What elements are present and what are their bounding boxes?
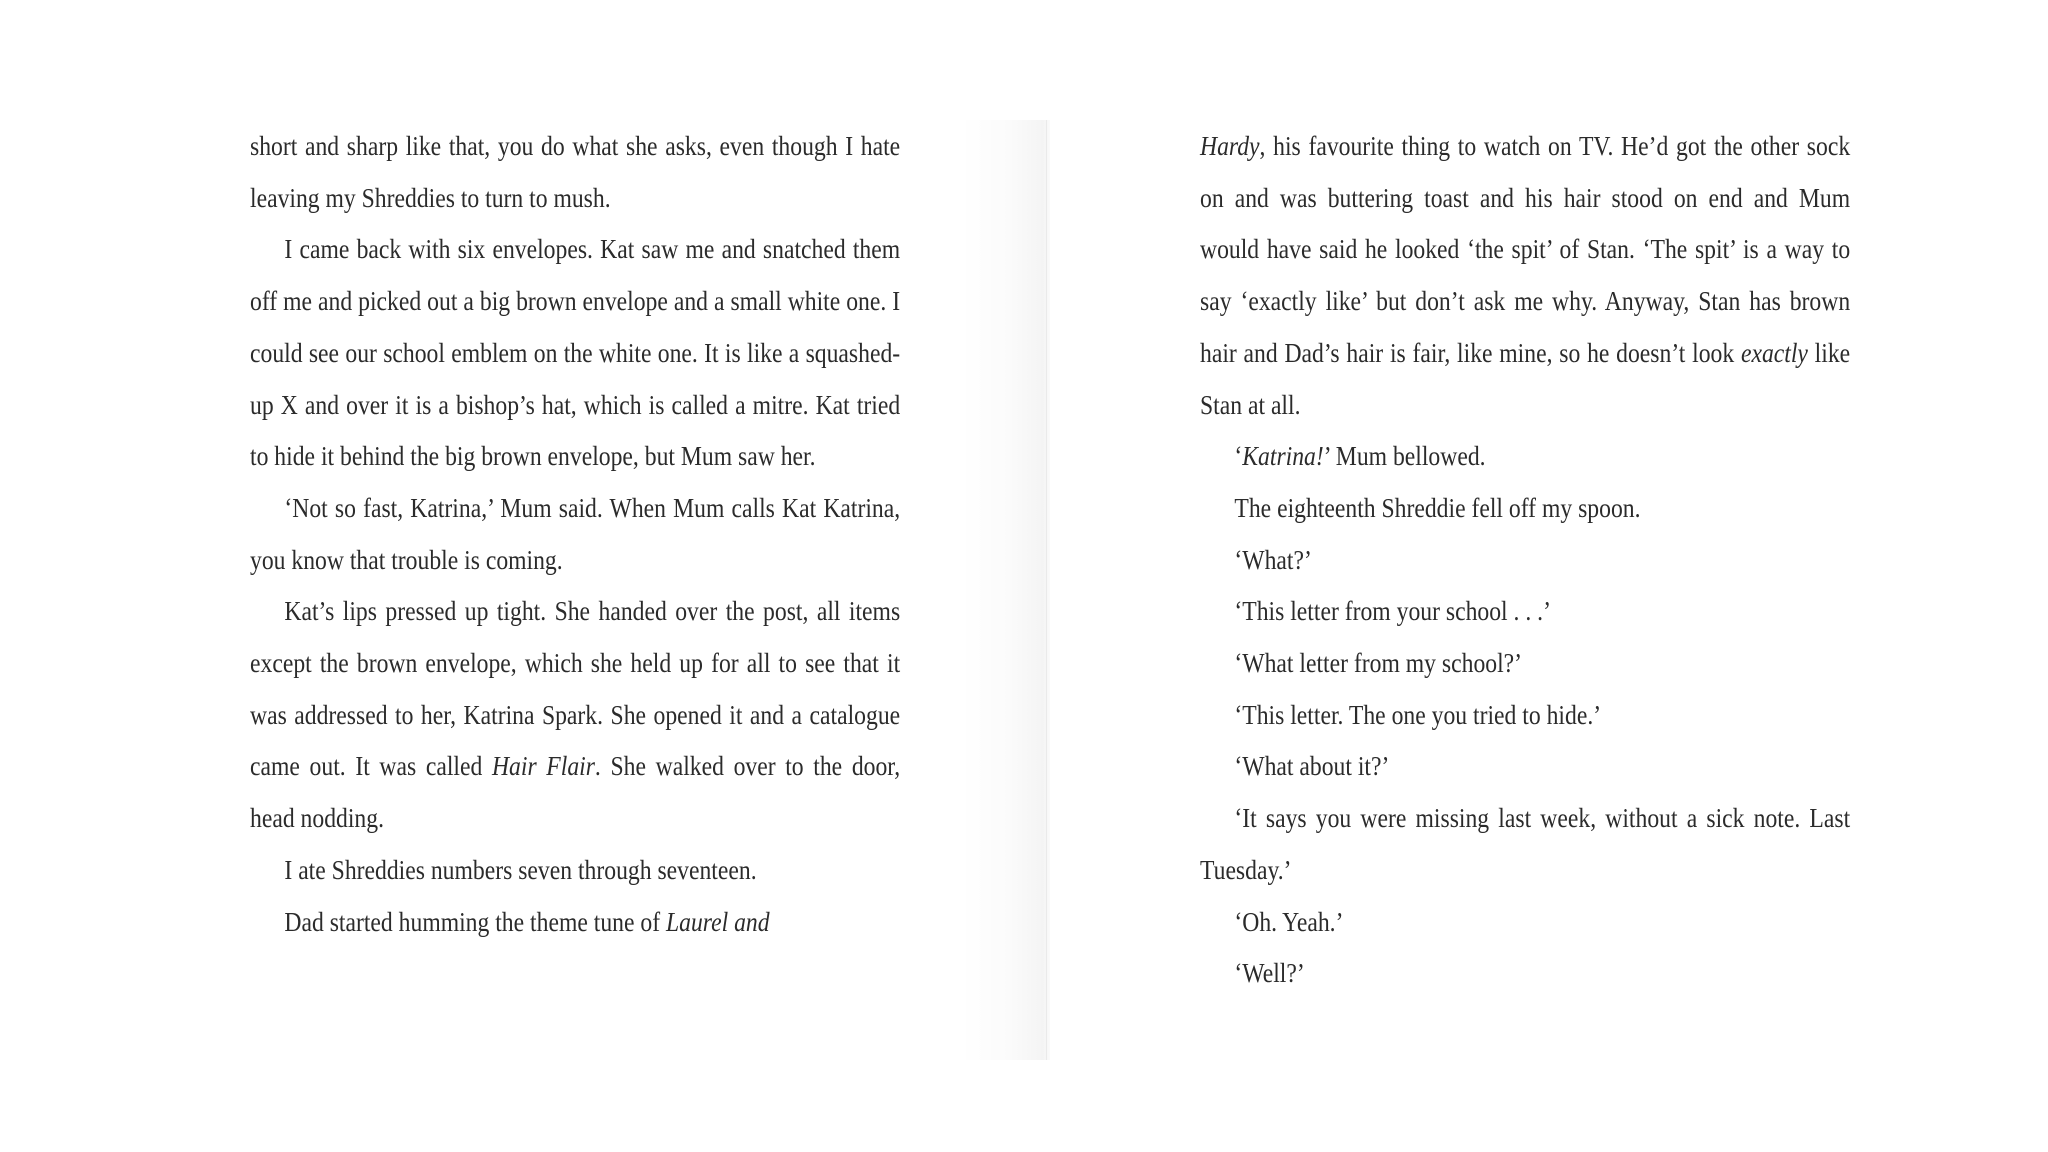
left-page <box>250 120 900 947</box>
text-run: The eighteenth Shreddie fell off my spoon. <box>1234 491 1641 523</box>
paragraph <box>1200 637 1850 689</box>
paragraph <box>250 120 900 223</box>
text-run: ‘It says you were missing last week, without a sick note. Last Tuesday.’ <box>1200 802 1851 885</box>
paragraph <box>1200 585 1850 637</box>
text-run: ‘What letter from my school?’ <box>1234 647 1523 679</box>
italic-text: Laurel and <box>665 905 770 937</box>
text-run: Kat’s lips pressed up tight. She handed over the post, all items except the brown envelope, which she held up for all to see that it was addressed to her, Katrina Spark. She opened it and a catalogue came out. It was called <box>250 595 901 782</box>
paragraph <box>1200 896 1850 948</box>
gutter-line <box>1046 120 1047 1060</box>
text-run: ‘Well?’ <box>1234 957 1305 989</box>
paragraph <box>1200 740 1850 792</box>
paragraph <box>250 844 900 896</box>
text-run: ‘What about it?’ <box>1234 750 1390 782</box>
text-run: ‘Not so fast, Katrina,’ Mum said. When Mum calls Kat Katrina, you know that trouble is coming. <box>250 491 901 575</box>
right-page <box>1200 120 1850 999</box>
text-run: ‘This letter from your school . . .’ <box>1234 595 1551 627</box>
paragraph <box>250 223 900 482</box>
paragraph <box>1200 947 1850 999</box>
text-run: ‘ <box>1234 440 1243 472</box>
text-run: ‘What?’ <box>1234 543 1312 575</box>
text-run: ‘This letter. The one you tried to hide.’ <box>1234 698 1602 730</box>
paragraph <box>1200 482 1850 534</box>
paragraph <box>1200 689 1850 741</box>
paragraph <box>250 896 900 948</box>
italic-text: Hair Flair <box>491 750 595 782</box>
italic-text: exactly <box>1740 336 1808 368</box>
text-run: I ate Shreddies numbers seven through seventeen. <box>284 853 757 885</box>
paragraph <box>250 585 900 844</box>
gutter-shadow <box>960 120 1050 1060</box>
italic-text: Hardy <box>1200 130 1260 161</box>
paragraph <box>1200 792 1850 895</box>
text-run: like Stan at all. <box>1200 336 1851 420</box>
italic-text: Katrina! <box>1242 440 1324 472</box>
paragraph <box>1200 430 1850 482</box>
text-run: ‘Oh. Yeah.’ <box>1234 905 1344 937</box>
paragraph <box>1200 120 1850 430</box>
text-run: ’ Mum bellowed. <box>1323 440 1486 472</box>
text-run: Dad started humming the theme tune of <box>284 905 666 937</box>
text-run: , his favourite thing to watch on TV. He’d got the other sock on and was buttering toast and his hair stood on end and Mum would have said he looked ‘the spit’ of Stan. ‘The spit’ is a way to say ‘exactly like’ but don’t ask me why. Anyway, Stan has brown hair and Dad’s hair is fair, like mine, so he doesn’t look <box>1200 130 1851 368</box>
text-run: I came back with six envelopes. Kat saw me and snatched them off me and picked out a big brown envelope and a small white one. I could see our school emblem on the white one. It is like a squashed-up X and over it is a bishop’s hat, which is called a mitre. Kat tried to hide it behind the big brown envelope, but Mum saw her. <box>250 233 901 472</box>
text-run: . She walked over to the door, head nodding. <box>250 750 901 834</box>
paragraph <box>250 482 900 585</box>
text-run: short and sharp like that, you do what she asks, even though I hate leaving my Shreddies to turn to mush. <box>250 130 901 213</box>
paragraph <box>1200 534 1850 586</box>
